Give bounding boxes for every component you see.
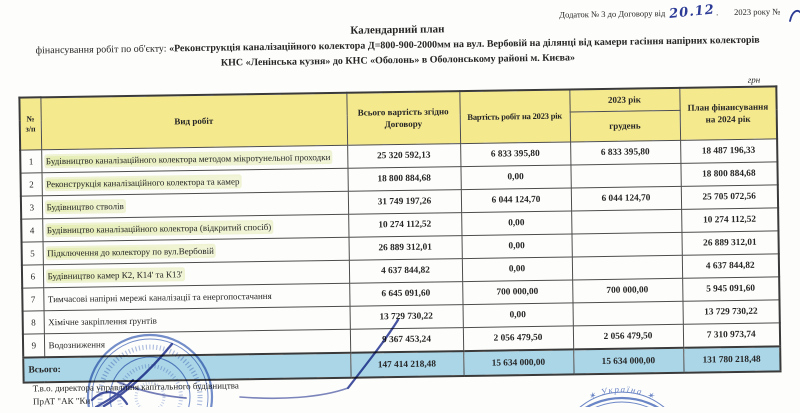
plan-2024-cell: 5 945 091,60 bbox=[682, 277, 779, 301]
december-cell bbox=[573, 301, 683, 326]
header-total-cost: Всього вартість згідно Договору bbox=[346, 91, 460, 145]
contract-cost-cell: 4 637 844,82 bbox=[349, 259, 462, 284]
subtitle-lead: фінансування робіт по об'єкту: bbox=[36, 43, 167, 56]
plan-2024-cell: 13 729 730,22 bbox=[682, 300, 779, 324]
plan-2024-cell: 26 889 312,01 bbox=[681, 231, 778, 255]
row-number: 1 bbox=[20, 150, 41, 173]
currency-unit-note: грн bbox=[748, 75, 761, 85]
annex-prefix: Додаток № 3 до Договору від bbox=[559, 8, 665, 20]
cost-2023-cell: 0,00 bbox=[461, 234, 571, 259]
subtitle-object: «Реконструкція каналізаційного колектора Д=800-900-2000мм на вул. Вербовій на ділянці від камери гасіння напірних колекторів КНС «Ленінська кузня» до КНС «Оболонь» в Оболонському районі м. Києва» bbox=[169, 35, 760, 69]
cost-2023-cell: 6 044 124,70 bbox=[461, 188, 571, 213]
cost-2023-cell: 2 056 479,50 bbox=[463, 326, 573, 351]
plan-2024-cell: 10 274 112,52 bbox=[681, 208, 778, 232]
signatory-block bbox=[33, 379, 240, 408]
header-row-number bbox=[19, 97, 41, 150]
december-cell bbox=[570, 163, 680, 188]
december-cell: 2 056 479,50 bbox=[573, 324, 683, 349]
page-title: Календарний план bbox=[0, 18, 797, 42]
table-body bbox=[20, 139, 780, 358]
december-cell bbox=[571, 232, 681, 257]
work-type-label: Водозниження bbox=[48, 339, 105, 350]
totals-cost-2023: 15 634 000,00 bbox=[463, 349, 573, 376]
contract-cost-cell: 25 320 592,13 bbox=[347, 144, 460, 169]
december-cell: 6 833 395,80 bbox=[570, 140, 680, 165]
calendar-plan-table bbox=[18, 85, 781, 383]
work-type-label: Тимчасові напірні мережі каналізації та енергопостачання bbox=[48, 291, 272, 304]
row-number: 3 bbox=[21, 196, 42, 219]
work-type-label: Реконструкція каналізаційного колектора та камер bbox=[46, 176, 239, 189]
cost-2023-cell: 6 833 395,80 bbox=[460, 142, 570, 167]
header-year-2023: 2023 рік bbox=[569, 88, 679, 112]
header-num-order: з/п bbox=[24, 124, 38, 134]
contract-cost-cell: 6 645 091,60 bbox=[349, 282, 462, 307]
row-number: 8 bbox=[23, 311, 44, 334]
header-num-sign: № bbox=[24, 114, 38, 124]
header-december: грудень bbox=[570, 110, 680, 142]
plan-2024-cell: 7 310 973,74 bbox=[683, 323, 780, 348]
signatory-title: Т.в.о. директора управління капітального будівництва bbox=[33, 379, 239, 395]
work-type-label: Підключення до колектору по вул.Вербовій bbox=[47, 246, 214, 258]
cost-2023-cell: 0,00 bbox=[462, 257, 572, 282]
row-number: 4 bbox=[21, 219, 42, 242]
cost-2023-cell: 0,00 bbox=[460, 165, 570, 190]
contract-cost-cell: 10 274 112,52 bbox=[348, 213, 461, 238]
december-cell: 6 044 124,70 bbox=[571, 186, 681, 211]
cost-2023-cell: 700 000,00 bbox=[462, 280, 572, 305]
plan-2024-cell: 25 705 072,56 bbox=[681, 185, 778, 209]
december-cell: 700 000,00 bbox=[572, 278, 682, 303]
handwritten-date: 20.12 bbox=[669, 2, 716, 22]
totals-contract-cost: 147 414 218,48 bbox=[350, 351, 463, 378]
work-type-label: Хімічне закріплення ґрунтів bbox=[48, 316, 157, 328]
row-number: 5 bbox=[22, 242, 43, 265]
december-cell bbox=[571, 209, 681, 234]
cost-2023-cell: 0,00 bbox=[461, 211, 571, 236]
row-number: 9 bbox=[23, 334, 44, 358]
work-type-label: Будівництво каналізаційного колектора (відкритий спосіб) bbox=[47, 222, 272, 235]
contract-cost-cell: 26 889 312,01 bbox=[349, 236, 462, 261]
work-type-label: Будівництво стволів bbox=[46, 201, 123, 212]
contract-cost-cell: 18 800 884,68 bbox=[347, 167, 460, 192]
plan-2024-cell: 18 487 196,33 bbox=[680, 139, 777, 163]
totals-plan-2024: 131 780 218,48 bbox=[683, 346, 780, 372]
plan-2024-cell: 18 800 884,68 bbox=[680, 162, 777, 186]
totals-december: 15 634 000,00 bbox=[573, 348, 683, 375]
annex-dot: . bbox=[716, 7, 718, 17]
totals-label: Всього: bbox=[23, 353, 350, 383]
calendar-plan-table-wrap bbox=[18, 85, 779, 383]
header-work-type: Вид робіт bbox=[40, 93, 347, 150]
signatory-org: ПрАТ "АК "Ки bbox=[33, 392, 239, 408]
row-number: 6 bbox=[22, 265, 43, 288]
row-number: 2 bbox=[21, 173, 42, 196]
work-type-label: Будівництво каналізаційного колектора методом мікротунельної проходки bbox=[46, 152, 331, 166]
stamp-country-text: ✶ Україна ✶ bbox=[587, 384, 658, 402]
december-cell bbox=[572, 255, 682, 280]
row-number: 7 bbox=[22, 288, 43, 311]
annex-suffix: 2023 року № bbox=[734, 6, 780, 17]
header-plan-2024: План фінансування на 2024 рік bbox=[679, 86, 777, 140]
contract-cost-cell: 31 749 197,26 bbox=[348, 190, 461, 215]
header-cost-2023: Вартість робіт на 2023 рік bbox=[459, 89, 570, 143]
plan-2024-cell: 4 637 844,82 bbox=[682, 254, 779, 278]
contract-cost-cell: 9 367 453,24 bbox=[350, 328, 463, 353]
work-type-label: Будівництво камер К2, К14' та К13' bbox=[47, 269, 182, 281]
cost-2023-cell: 0,00 bbox=[463, 303, 573, 328]
contract-cost-cell: 13 729 730,22 bbox=[350, 305, 463, 330]
